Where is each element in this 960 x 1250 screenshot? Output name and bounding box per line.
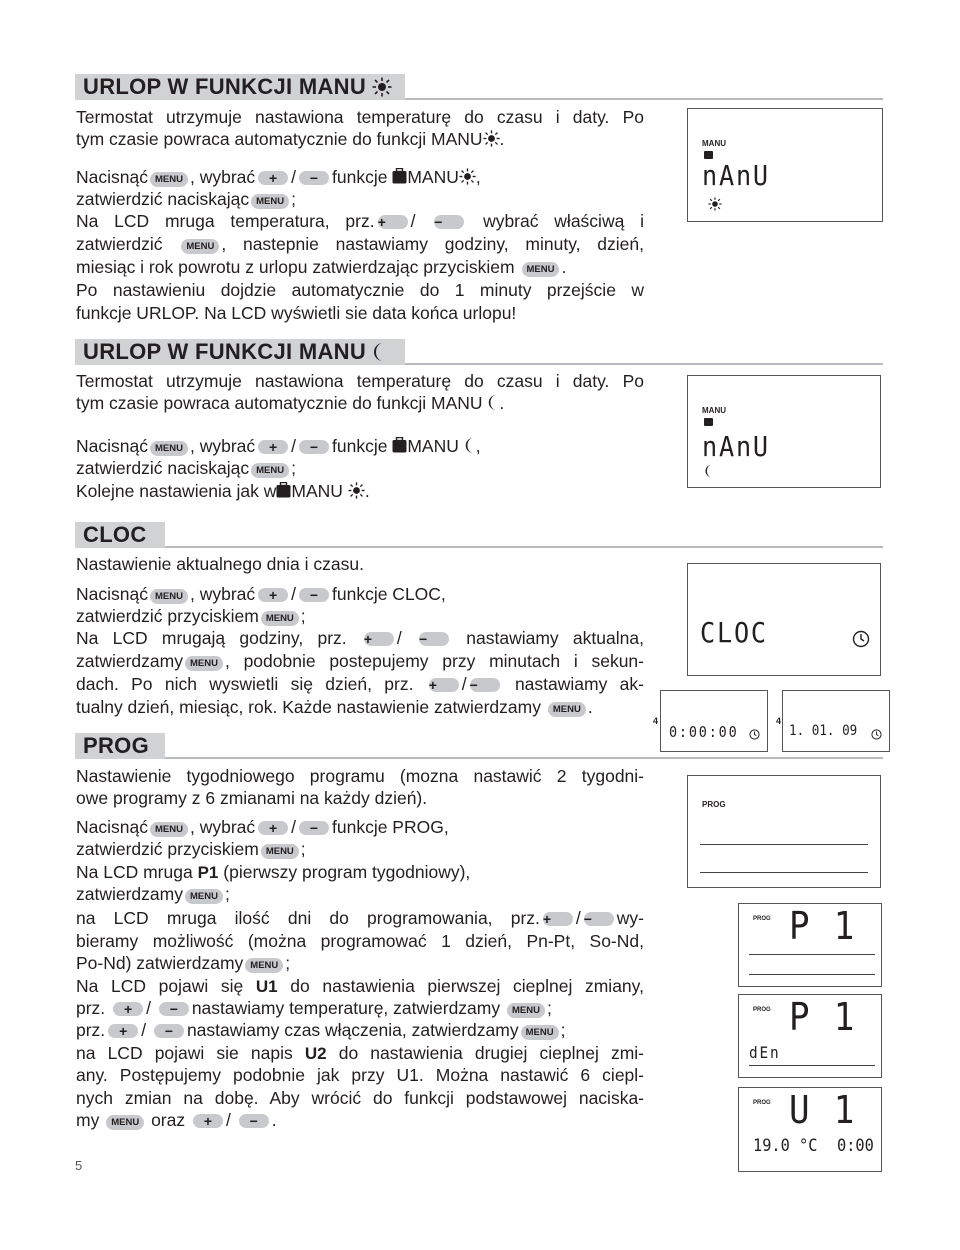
lcd-label: PROG bbox=[753, 1007, 771, 1013]
suitcase-icon bbox=[392, 437, 407, 453]
menu-button-icon: MENU bbox=[185, 656, 223, 671]
sun-icon bbox=[708, 197, 722, 211]
paragraph-line: zatwierdzić przyciskiem MENU ; bbox=[76, 606, 306, 626]
lcd-segment-text: P 1 bbox=[789, 995, 857, 1039]
lcd-display-p1 bbox=[738, 903, 882, 987]
paragraph-line: funkcje URLOP. Na LCD wyświetli sie data końca urlopu! bbox=[76, 303, 517, 323]
section-title-manu-moon: URLOP W FUNKCJI MANU bbox=[75, 339, 405, 365]
lcd-placeholder-line bbox=[700, 844, 868, 845]
lcd-segment-text: 1. 01. 09 bbox=[789, 723, 858, 739]
paragraph-line: prz. + / − nastawiamy temperaturę, zatwierdzamy MENU ; bbox=[76, 998, 552, 1018]
minus-button-icon: − bbox=[584, 912, 614, 926]
section-rule bbox=[405, 98, 883, 100]
moon-icon bbox=[372, 342, 386, 362]
paragraph-line: Nacisnąć MENU , wybrać + / − funkcje MANU , bbox=[76, 167, 481, 187]
menu-button-icon: MENU bbox=[522, 262, 560, 277]
minus-button-icon: − bbox=[299, 821, 329, 835]
lcd-label: PROG bbox=[753, 916, 771, 922]
minus-button-icon: − bbox=[434, 215, 464, 229]
paragraph-line: any. Postępujemy podobnie jak przy U1. Można nastawić 6 ciepl- bbox=[76, 1065, 644, 1085]
lcd-display-date bbox=[782, 690, 890, 752]
plus-button-icon: + bbox=[429, 678, 459, 692]
paragraph-line: zatwierdzić MENU , nastepnie nastawiamy godziny, minuty, dzień, bbox=[76, 234, 644, 254]
menu-button-icon: MENU bbox=[150, 172, 188, 187]
paragraph-line: zatwierdzić naciskając MENU ; bbox=[76, 189, 296, 209]
moon-icon bbox=[704, 464, 714, 478]
paragraph-line: zatwierdzić przyciskiem MENU ; bbox=[76, 839, 306, 859]
menu-button-icon: MENU bbox=[251, 194, 289, 209]
paragraph-line: Na LCD mrugają godziny, prz. + / − nastawiamy aktualna, bbox=[76, 628, 644, 648]
section-rule bbox=[405, 363, 883, 365]
lcd-segment-text: nAnU bbox=[702, 430, 770, 463]
paragraph-line: Nastawienie aktualnego dnia i czasu. bbox=[76, 554, 364, 574]
plus-button-icon: + bbox=[258, 440, 288, 454]
lcd-segment-text: U 1 bbox=[789, 1088, 857, 1132]
paragraph-line: Termostat utrzymuje nastawiona temperaturę do czasu i daty. Po bbox=[76, 371, 644, 391]
paragraph-line: zatwierdzić naciskając MENU ; bbox=[76, 458, 296, 478]
lcd-label: PROG bbox=[702, 800, 726, 809]
menu-button-icon: MENU bbox=[106, 1115, 144, 1130]
suitcase-icon bbox=[392, 168, 407, 184]
lcd-display-time bbox=[660, 690, 768, 752]
clock-icon bbox=[871, 729, 882, 740]
sun-icon bbox=[372, 77, 392, 97]
minus-button-icon: − bbox=[154, 1024, 184, 1038]
lcd-segment-text: CLOC bbox=[700, 616, 768, 649]
paragraph-line: Nacisnąć MENU , wybrać + / − funkcje MANU , bbox=[76, 436, 481, 456]
menu-button-icon: MENU bbox=[185, 889, 223, 904]
menu-button-icon: MENU bbox=[150, 441, 188, 456]
moon-icon bbox=[487, 394, 499, 411]
page-number: 5 bbox=[75, 1158, 83, 1173]
lcd-segment-subtext: dEn bbox=[749, 1043, 781, 1062]
paragraph-line: prz. + / − nastawiamy czas włączenia, zatwierdzamy MENU ; bbox=[76, 1020, 566, 1040]
paragraph-line: Na LCD pojawi się U1 do nastawienia pierwszej cieplnej zmiany, bbox=[76, 976, 644, 996]
minus-button-icon: − bbox=[159, 1002, 189, 1016]
sun-icon bbox=[459, 168, 476, 185]
section-rule bbox=[165, 757, 883, 759]
section-title-manu-sun: URLOP W FUNKCJI MANU bbox=[75, 74, 405, 100]
paragraph-line: na LCD pojawi sie napis U2 do nastawienia drugiej cieplnej zmi- bbox=[76, 1043, 644, 1063]
paragraph-line: tym czasie powraca automatycznie do funkcji MANU . bbox=[76, 393, 505, 413]
section-title-prog: PROG bbox=[75, 733, 165, 759]
plus-button-icon: + bbox=[378, 215, 408, 229]
minus-button-icon: − bbox=[299, 171, 329, 185]
paragraph-line: my MENU oraz + / − . bbox=[76, 1110, 277, 1130]
section-rule bbox=[165, 546, 883, 548]
plus-button-icon: + bbox=[258, 588, 288, 602]
menu-button-icon: MENU bbox=[548, 702, 586, 717]
menu-button-icon: MENU bbox=[150, 589, 188, 604]
lcd-display-u1 bbox=[738, 1087, 882, 1172]
sun-icon bbox=[483, 130, 500, 147]
paragraph-line: Nastawienie tygodniowego programu (mozna nastawić 2 tygodni- bbox=[76, 766, 644, 786]
paragraph-line: Po nastawieniu dojdzie automatycznie do 1 minuty przejście w bbox=[76, 280, 644, 300]
lcd-segment-text: P 1 bbox=[789, 904, 857, 948]
paragraph-line: tym czasie powraca automatycznie do funkcji MANU . bbox=[76, 129, 505, 149]
suitcase-icon bbox=[704, 151, 713, 159]
sun-icon bbox=[348, 482, 365, 499]
lcd-display-manu-moon bbox=[687, 375, 881, 488]
paragraph-line: dach. Po nich wyswietli się dzień, prz. + / − nastawiamy ak- bbox=[76, 674, 644, 694]
paragraph-line: Po-Nd) zatwierdzamy MENU ; bbox=[76, 953, 291, 973]
lcd-placeholder-line bbox=[700, 872, 868, 873]
plus-button-icon: + bbox=[108, 1024, 138, 1038]
plus-button-icon: + bbox=[193, 1114, 223, 1128]
menu-button-icon: MENU bbox=[261, 611, 299, 626]
lcd-display-prog bbox=[687, 775, 881, 888]
paragraph-line: nych zmian na dobę. Aby wrócić do funkcji podstawowej naciska- bbox=[76, 1088, 644, 1108]
lcd-segment-text: nAnU bbox=[702, 159, 770, 192]
minus-button-icon: − bbox=[419, 632, 449, 646]
paragraph-line: Nacisnąć MENU , wybrać + / − funkcje PROG, bbox=[76, 817, 449, 837]
menu-button-icon: MENU bbox=[261, 844, 299, 859]
lcd-label: PROG bbox=[753, 1100, 771, 1106]
clock-icon bbox=[852, 630, 870, 648]
menu-button-icon: MENU bbox=[251, 463, 289, 478]
paragraph-line: owe programy z 6 zmianami na każdy dzień). bbox=[76, 788, 428, 808]
lcd-segment-text: 0:00:00 bbox=[669, 723, 739, 741]
lcd-display-p1-days bbox=[738, 994, 882, 1078]
clock-icon bbox=[749, 729, 760, 740]
lcd-display-cloc bbox=[687, 563, 881, 676]
menu-button-icon: MENU bbox=[507, 1003, 545, 1018]
minus-button-icon: − bbox=[239, 1114, 269, 1128]
lcd-temperature: 19.0 °C bbox=[753, 1136, 818, 1156]
lcd-placeholder-line bbox=[749, 974, 875, 975]
paragraph-line: zatwierdzamy MENU , podobnie postepujemy przy minutach i sekun- bbox=[76, 651, 644, 671]
plus-button-icon: + bbox=[258, 821, 288, 835]
menu-button-icon: MENU bbox=[521, 1025, 559, 1040]
paragraph-line: Na LCD mruga P1 (pierwszy program tygodniowy), bbox=[76, 862, 471, 882]
paragraph-line: na LCD mruga ilość dni do programowania, prz. + / − wy- bbox=[76, 908, 644, 928]
minus-button-icon: − bbox=[470, 678, 500, 692]
suitcase-icon bbox=[276, 482, 291, 498]
lcd-display-manu-sun bbox=[687, 108, 883, 222]
plus-button-icon: + bbox=[543, 912, 573, 926]
paragraph-line: tualny dzień, miesiąc, rok. Każde nastawienie zatwierdzamy MENU . bbox=[76, 697, 593, 717]
menu-button-icon: MENU bbox=[245, 958, 283, 973]
paragraph-line: Na LCD mruga temperatura, prz. + / − wybrać właściwą i bbox=[76, 211, 644, 231]
plus-button-icon: + bbox=[258, 171, 288, 185]
lcd-label: MANU bbox=[702, 139, 726, 148]
lcd-time: 0:00 bbox=[837, 1136, 874, 1156]
moon-icon bbox=[464, 437, 476, 454]
lcd-label: MANU bbox=[702, 406, 726, 415]
minus-button-icon: − bbox=[299, 440, 329, 454]
paragraph-line: Nacisnąć MENU , wybrać + / − funkcje CLOC, bbox=[76, 584, 446, 604]
lcd-number: 4 bbox=[776, 716, 782, 726]
paragraph-line: zatwierdzamy MENU ; bbox=[76, 884, 230, 904]
paragraph-line: bieramy możliwość (można programować 1 dzień, Pn-Pt, So-Nd, bbox=[76, 931, 644, 951]
plus-button-icon: + bbox=[113, 1002, 143, 1016]
paragraph-line: Kolejne nastawienia jak w MANU . bbox=[76, 481, 370, 501]
menu-button-icon: MENU bbox=[150, 822, 188, 837]
lcd-placeholder-line bbox=[749, 1065, 875, 1066]
section-title-cloc: CLOC bbox=[75, 522, 165, 548]
paragraph-line: miesiąc i rok powrotu z urlopu zatwierdzając przyciskiem MENU . bbox=[76, 257, 567, 277]
paragraph-line: Termostat utrzymuje nastawiona temperaturę do czasu i daty. Po bbox=[76, 107, 644, 127]
minus-button-icon: − bbox=[299, 588, 329, 602]
lcd-placeholder-line bbox=[749, 954, 875, 955]
plus-button-icon: + bbox=[364, 632, 394, 646]
menu-button-icon: MENU bbox=[181, 239, 219, 254]
lcd-number: 4 bbox=[653, 716, 659, 726]
suitcase-icon bbox=[704, 418, 713, 426]
